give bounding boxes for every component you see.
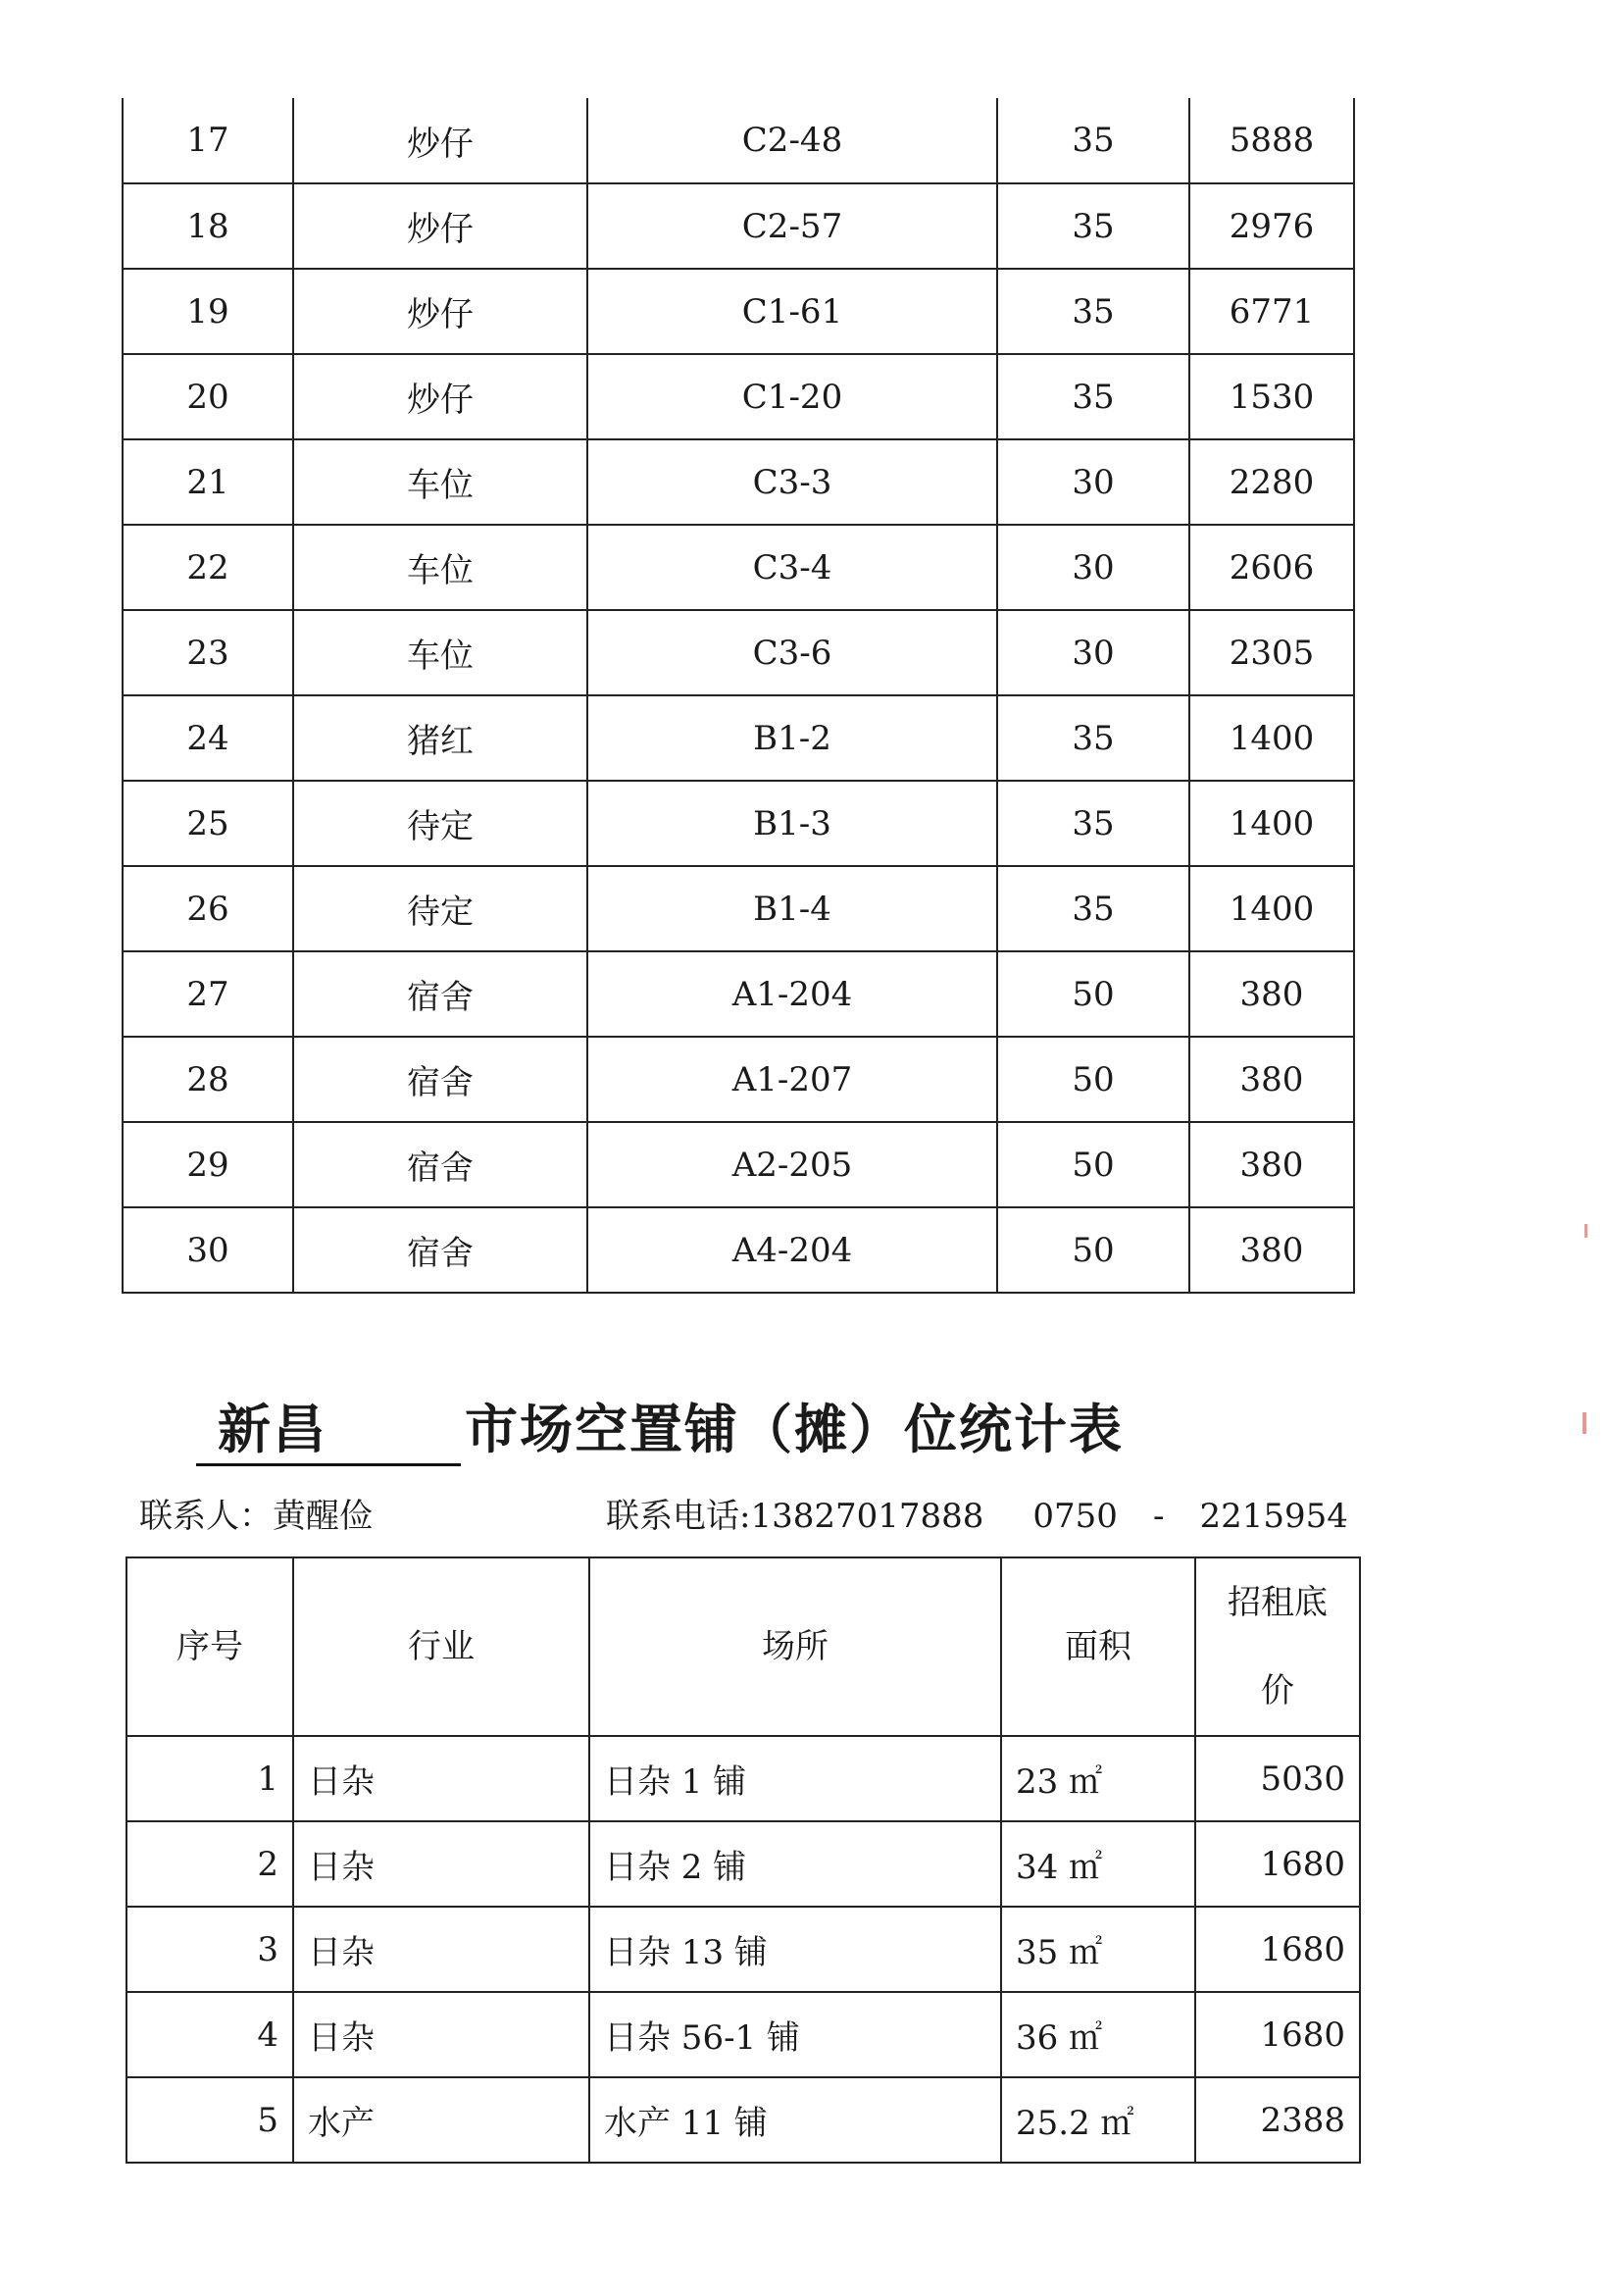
row-index: 5 bbox=[126, 2077, 293, 2163]
scan-artifact bbox=[1583, 1412, 1586, 1434]
row-location: C3-6 bbox=[587, 610, 997, 695]
vacant-stall-table bbox=[126, 1556, 1361, 2164]
row-location: B1-3 bbox=[587, 781, 997, 866]
row-price: 380 bbox=[1189, 1122, 1354, 1207]
row-area: 35 bbox=[997, 781, 1189, 866]
contact-phone bbox=[606, 1489, 1348, 1537]
row-index: 23 bbox=[123, 610, 293, 695]
row-location: C3-4 bbox=[587, 525, 997, 610]
table-row bbox=[123, 866, 1354, 951]
row-area: 30 bbox=[997, 439, 1189, 525]
row-location: C2-48 bbox=[587, 98, 997, 183]
row-industry: 车位 bbox=[293, 439, 587, 525]
row-index: 3 bbox=[126, 1907, 293, 1992]
row-index: 1 bbox=[126, 1736, 293, 1821]
row-location: 日杂 1 铺 bbox=[589, 1736, 1001, 1821]
title-text: 市场空置铺（摊）位统计表 bbox=[465, 1398, 1124, 1460]
scan-artifact bbox=[1584, 1224, 1587, 1238]
table-row bbox=[123, 269, 1354, 354]
market-name: 新昌 bbox=[196, 1388, 461, 1466]
row-location: A4-204 bbox=[587, 1207, 997, 1293]
header-price-line1: 招租底 bbox=[1228, 1583, 1328, 1622]
header-industry: 行业 bbox=[293, 1557, 589, 1736]
row-industry: 水产 bbox=[293, 2077, 589, 2163]
row-index: 20 bbox=[123, 354, 293, 439]
table-header-row bbox=[126, 1557, 1360, 1736]
row-industry: 待定 bbox=[293, 781, 587, 866]
table-row bbox=[123, 1122, 1354, 1207]
row-index: 30 bbox=[123, 1207, 293, 1293]
header-price-line2: 价 bbox=[1261, 1671, 1294, 1710]
row-industry: 宿舍 bbox=[293, 1037, 587, 1122]
row-location: 日杂 56-1 铺 bbox=[589, 1992, 1001, 2077]
row-area: 35 bbox=[997, 695, 1189, 781]
row-industry: 待定 bbox=[293, 866, 587, 951]
row-industry: 车位 bbox=[293, 525, 587, 610]
row-location: B1-4 bbox=[587, 866, 997, 951]
stall-table-continued bbox=[122, 98, 1355, 1294]
contact-person-label: 联系人：黄醒俭 bbox=[139, 1497, 373, 1536]
row-price: 1680 bbox=[1195, 1992, 1360, 2077]
table-row bbox=[123, 951, 1354, 1037]
row-area: 35 bbox=[997, 183, 1189, 269]
row-index: 25 bbox=[123, 781, 293, 866]
row-area: 50 bbox=[997, 1207, 1189, 1293]
row-index: 17 bbox=[123, 98, 293, 183]
table-row bbox=[123, 781, 1354, 866]
vacant-stall-table-body bbox=[126, 1557, 1360, 2163]
row-index: 24 bbox=[123, 695, 293, 781]
row-industry: 炒仔 bbox=[293, 183, 587, 269]
row-industry: 车位 bbox=[293, 610, 587, 695]
table-row bbox=[123, 98, 1354, 183]
row-price: 5888 bbox=[1189, 98, 1354, 183]
table-row bbox=[126, 1907, 1360, 1992]
row-price: 380 bbox=[1189, 951, 1354, 1037]
row-price: 1680 bbox=[1195, 1907, 1360, 1992]
row-location: 水产 11 铺 bbox=[589, 2077, 1001, 2163]
row-price: 380 bbox=[1189, 1207, 1354, 1293]
table-row bbox=[123, 1037, 1354, 1122]
row-location: C3-3 bbox=[587, 439, 997, 525]
row-area: 35 bbox=[997, 269, 1189, 354]
row-industry: 宿舍 bbox=[293, 951, 587, 1037]
row-price: 1680 bbox=[1195, 1821, 1360, 1907]
row-industry: 日杂 bbox=[293, 1736, 589, 1821]
header-location: 场所 bbox=[589, 1557, 1001, 1736]
row-price: 2280 bbox=[1189, 439, 1354, 525]
row-area: 50 bbox=[997, 951, 1189, 1037]
header-area: 面积 bbox=[1001, 1557, 1195, 1736]
row-area: 25.2 ㎡ bbox=[1001, 2077, 1195, 2163]
row-price: 1400 bbox=[1189, 866, 1354, 951]
row-index: 29 bbox=[123, 1122, 293, 1207]
row-price: 2606 bbox=[1189, 525, 1354, 610]
row-price: 380 bbox=[1189, 1037, 1354, 1122]
row-index: 22 bbox=[123, 525, 293, 610]
stall-table-body bbox=[123, 98, 1354, 1293]
row-location: 日杂 13 铺 bbox=[589, 1907, 1001, 1992]
row-index: 19 bbox=[123, 269, 293, 354]
row-industry: 日杂 bbox=[293, 1821, 589, 1907]
row-index: 26 bbox=[123, 866, 293, 951]
phone-dash: - bbox=[1152, 1497, 1165, 1536]
row-area: 35 bbox=[997, 866, 1189, 951]
header-index: 序号 bbox=[126, 1557, 293, 1736]
row-price: 1400 bbox=[1189, 781, 1354, 866]
row-industry: 日杂 bbox=[293, 1992, 589, 2077]
row-location: B1-2 bbox=[587, 695, 997, 781]
row-index: 4 bbox=[126, 1992, 293, 2077]
row-location: A1-204 bbox=[587, 951, 997, 1037]
table-row bbox=[123, 610, 1354, 695]
row-industry: 猪红 bbox=[293, 695, 587, 781]
row-area: 30 bbox=[997, 525, 1189, 610]
row-price: 6771 bbox=[1189, 269, 1354, 354]
table-row bbox=[126, 1992, 1360, 2077]
table-row bbox=[126, 2077, 1360, 2163]
row-price: 1400 bbox=[1189, 695, 1354, 781]
contact-phone-label: 联系电话:13827017888 bbox=[606, 1497, 984, 1536]
row-industry: 炒仔 bbox=[293, 98, 587, 183]
row-price: 2305 bbox=[1189, 610, 1354, 695]
row-index: 27 bbox=[123, 951, 293, 1037]
row-price: 2388 bbox=[1195, 2077, 1360, 2163]
table-row bbox=[126, 1821, 1360, 1907]
row-area: 50 bbox=[997, 1122, 1189, 1207]
row-index: 28 bbox=[123, 1037, 293, 1122]
document-title bbox=[196, 1388, 1124, 1466]
row-price: 2976 bbox=[1189, 183, 1354, 269]
row-location: C2-57 bbox=[587, 183, 997, 269]
row-industry: 宿舍 bbox=[293, 1122, 587, 1207]
row-index: 18 bbox=[123, 183, 293, 269]
row-area: 50 bbox=[997, 1037, 1189, 1122]
row-industry: 炒仔 bbox=[293, 354, 587, 439]
table-row bbox=[123, 525, 1354, 610]
row-area: 35 bbox=[997, 354, 1189, 439]
row-price: 5030 bbox=[1195, 1736, 1360, 1821]
phone-area-code: 0750 bbox=[1032, 1497, 1118, 1536]
contact-person bbox=[139, 1489, 373, 1537]
table-row bbox=[123, 695, 1354, 781]
row-location: C1-20 bbox=[587, 354, 997, 439]
row-industry: 炒仔 bbox=[293, 269, 587, 354]
row-industry: 宿舍 bbox=[293, 1207, 587, 1293]
row-area: 30 bbox=[997, 610, 1189, 695]
row-area: 35 ㎡ bbox=[1001, 1907, 1195, 1992]
row-area: 34 ㎡ bbox=[1001, 1821, 1195, 1907]
row-location: C1-61 bbox=[587, 269, 997, 354]
row-location: 日杂 2 铺 bbox=[589, 1821, 1001, 1907]
row-location: A1-207 bbox=[587, 1037, 997, 1122]
row-location: A2-205 bbox=[587, 1122, 997, 1207]
row-area: 23 ㎡ bbox=[1001, 1736, 1195, 1821]
row-industry: 日杂 bbox=[293, 1907, 589, 1992]
row-index: 2 bbox=[126, 1821, 293, 1907]
phone-number: 2215954 bbox=[1199, 1497, 1348, 1536]
table-row bbox=[123, 183, 1354, 269]
table-row bbox=[123, 439, 1354, 525]
header-price bbox=[1195, 1557, 1360, 1736]
table-row bbox=[126, 1736, 1360, 1821]
table-row bbox=[123, 1207, 1354, 1293]
row-area: 36 ㎡ bbox=[1001, 1992, 1195, 2077]
table-row bbox=[123, 354, 1354, 439]
row-area: 35 bbox=[997, 98, 1189, 183]
row-index: 21 bbox=[123, 439, 293, 525]
row-price: 1530 bbox=[1189, 354, 1354, 439]
